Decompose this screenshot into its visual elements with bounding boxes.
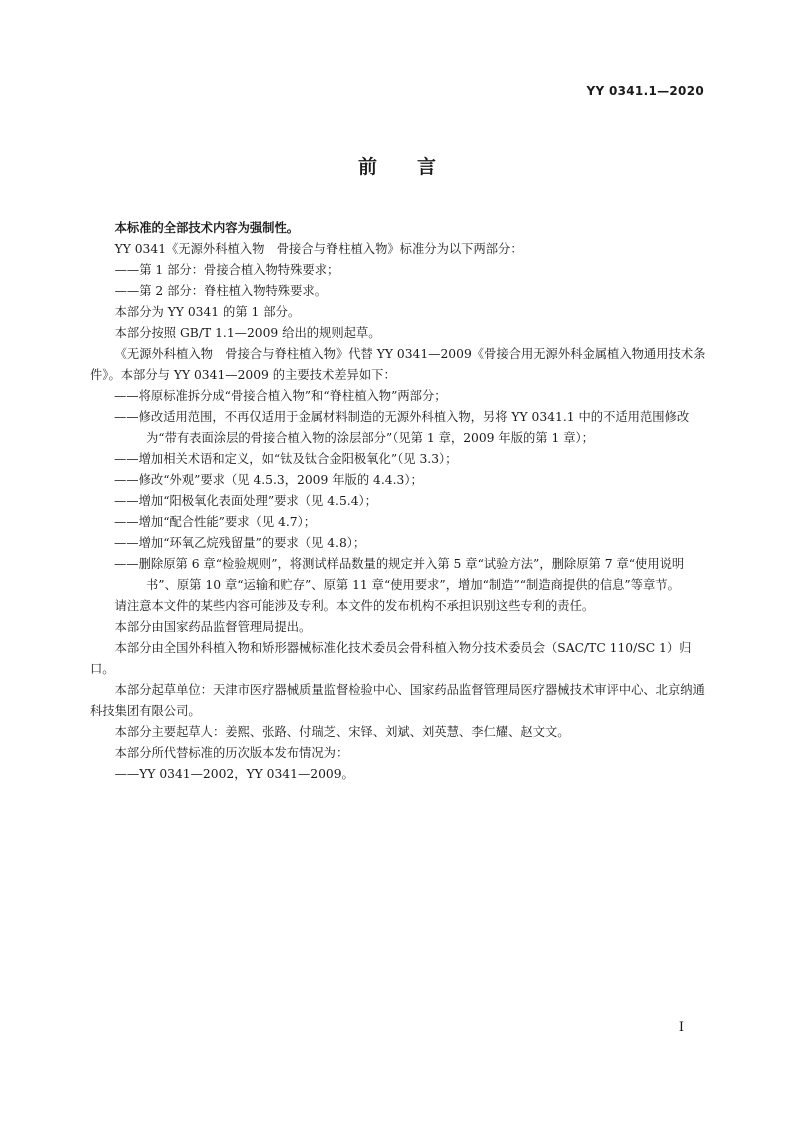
change-list-item: ——增加相关术语和定义，如“钛及钛合金阳极氧化”（见 3.3）； (114, 452, 458, 466)
standard-number: YY 0341.1—2020 (586, 84, 704, 98)
paragraph: 本部分由国家药品监督管理局提出。 (114, 620, 312, 634)
page-title: 前言 (357, 156, 476, 178)
part-list-item: ——第 1 部分：骨接合植入物特殊要求； (114, 263, 340, 277)
history-list-item: ——YY 0341—2002，YY 0341—2009。 (114, 767, 354, 781)
change-list-item: ——增加“阳极氧化表面处理”要求（见 4.5.4）； (114, 494, 377, 508)
change-list-item: ——修改适用范围，不再仅适用于金属材料制造的无源外科植入物，另将 YY 0341.1 中的不适用范围修改为“带有表面涂层的骨接合植入物的涂层部分”（见第 1 章，2009 年版的第 1 章）； (114, 410, 690, 445)
paragraph: 《无源外科植入物 骨接合与脊柱植入物》代替 YY 0341—2009《骨接合用无源外科金属植入物通用技术条件》。本部分与 YY 0341—2009 的主要技术差异如下： (90, 347, 706, 382)
part-list-item: ——第 2 部分：脊柱植入物特殊要求。 (114, 284, 327, 298)
change-list-item: ——增加“环氧乙烷残留量”的要求（见 4.8）； (114, 536, 366, 550)
change-list-item: ——增加“配合性能”要求（见 4.7）； (114, 515, 317, 529)
paragraph: 本部分所代替标准的历次版本发布情况为： (114, 746, 349, 760)
paragraph: 本部分由全国外科植入物和矫形器械标准化技术委员会骨科植入物分技术委员会（SAC/TC 110/SC 1）归口。 (90, 641, 692, 676)
paragraph: 本部分主要起草人：姜熙、张路、付瑞芝、宋铎、刘斌、刘英慧、李仁耀、赵文文。 (114, 725, 570, 739)
change-list-item: ——修改“外观”要求（见 4.5.3，2009 年版的 4.4.3）； (114, 473, 423, 487)
paragraph: YY 0341《无源外科植入物 骨接合与脊柱植入物》标准分为以下两部分： (114, 242, 523, 256)
change-list-item: ——删除原第 6 章“检验规则”，将测试样品数量的规定并入第 5 章“试验方法”，删除原第 7 章“使用说明书”、原第 10 章“运输和贮存”、原第 11 章“使用要求”，增加“制造”“制造商提供的信息”等章节。 (114, 557, 685, 592)
foreword-body (90, 218, 708, 785)
paragraph: 本部分按照 GB/T 1.1—2009 给出的规则起草。 (114, 326, 381, 340)
paragraph: 本部分为 YY 0341 的第 1 部分。 (114, 305, 301, 319)
page-number: I (678, 1020, 684, 1035)
paragraph: 本部分起草单位：天津市医疗器械质量监督检验中心、国家药品监督管理局医疗器械技术审评中心、北京纳通科技集团有限公司。 (90, 683, 705, 718)
paragraph: 请注意本文件的某些内容可能涉及专利。本文件的发布机构不承担识别这些专利的责任。 (114, 599, 595, 613)
change-list-item: ——将原标准拆分成“骨接合植入物”和“脊柱植入物”两部分； (114, 389, 447, 403)
mandatory-statement: 本标准的全部技术内容为强制性。 (114, 221, 300, 235)
